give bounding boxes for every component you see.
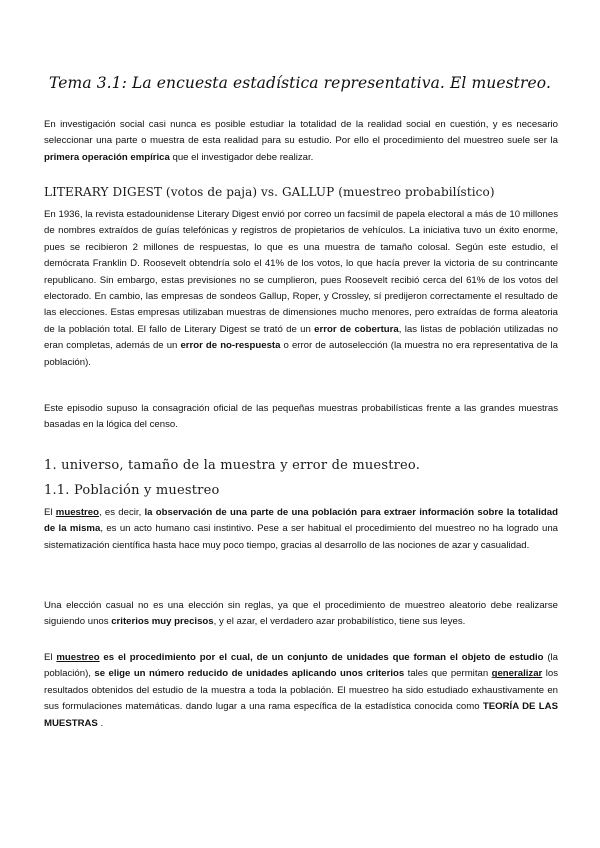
p1-text: El [44, 507, 56, 518]
p3-text-3: tales que permitan [404, 668, 492, 680]
muestreo-underlined: muestreo [55, 507, 99, 518]
error-no-respuesta: error de no-respuesta [180, 340, 281, 352]
literary-text-end: o error de autoselección (la muestra no era representativa de la población). [44, 340, 558, 368]
muestreo-definition-paragraph [44, 505, 558, 554]
p3-text-4: los resultados obtenidos del estudio de la muestra a toda la población. El muestreo ha sido estudiado exhaustivamente en sus formulaciones matemáticas. dando lugar a una rama específica de la estadística conocida como [44, 668, 558, 713]
muestreo-underlined-2: muestreo [56, 652, 100, 663]
error-cobertura: error de cobertura [314, 323, 399, 335]
p3-text-2: (la población), [44, 652, 559, 680]
p2-text: Una elección casual no es una elección sin reglas, ya que el procedimiento de muestreo aleatorio debe realizarse siguiendo unos [44, 600, 558, 628]
p1-bold: la observación de una parte de una población para extraer información sobre la totalidad de la misma [44, 507, 558, 535]
p1-text-2: , es decir, [98, 507, 145, 518]
literary-digest-paragraph [44, 207, 558, 371]
p2-text-end: , y el azar, el verdadero azar probabilístico, tiene sus leyes. [213, 616, 466, 628]
literary-text-mid: , las listas de población utilizadas no eran completas, además de un [44, 323, 558, 352]
intro-text-end: que el investigador debe realizar. [169, 151, 314, 163]
p3-text: El [44, 652, 57, 663]
section-heading-literary-digest: LITERARY DIGEST (votos de paja) vs. GALLUP (muestreo probabilístico) [44, 185, 495, 199]
section-heading-universe: 1. universo, tamaño de la muestra y error de muestreo. [44, 458, 421, 473]
p1-text-3: , es un acto humano casi instintivo. Pese a ser habitual el procedimiento del muestreo no ha logrado una sistematización científica hasta hace muy poco tiempo, gracias al desarrollo de las nociones de azar y casualidad. [44, 523, 558, 551]
generalizar-underlined: generalizar [491, 668, 543, 680]
intro-text: En investigación social casi nunca es posible estudiar la totalidad de la realidad social en cuestión, y es necesario seleccionar una parte o muestra de esta realidad para su estudio. Por ello el procedimiento del muestreo suele ser la [44, 119, 558, 147]
page-title: Tema 3.1: La encuesta estadística representativa. El muestreo. [49, 74, 551, 92]
criterios-precisos: criterios muy precisos [111, 616, 214, 628]
consagracion-paragraph: Este episodio supuso la consagración oficial de las pequeñas muestras probabilísticas frente a las grandes muestras basadas en la lógica del censo. [44, 403, 558, 431]
p3-bold: es el procedimiento por el cual, de un conjunto de unidades que forman el objeto de estudio [99, 652, 544, 663]
intro-bold: primera operación empírica [44, 151, 170, 163]
muestreo-procedimiento-paragraph [44, 650, 558, 732]
intro-paragraph [44, 117, 558, 166]
literary-text: En 1936, la revista estadounidense Literary Digest envió por correo un facsímil de papela electoral a más de 10 millones de nombres extraídos de guías telefónicas y registros de propietarios de vehículos. La iniciativa tuvo un éxito enorme, pues se recibieron 2 millones de respuestas, lo que es una muestra de tamaño colosal. Según este estudio, el demócrata Franklin D. Roosevelt obtendría solo el 41% de los votos, lo que hacía prever la victoria de su contrincante republicano. Sin embargo, estas previsiones no se cumplieron, pues Roosevelt recibió cerca del 61% de los votos del electorado. En cambio, las empresas de sondeos Gallup, Roper, y Crossley, sí predijeron correctamente el resultado de las elecciones. Estas empresas utilizaban muestras de dimensiones mucho menores, pero extraídas de forma aleatoria de la población total. El fallo de Literary Digest se trató de un [44, 209, 558, 335]
p3-bold-2: se elige un número reducido de unidades aplicando unos criterios [94, 668, 405, 680]
eleccion-casual-paragraph [44, 598, 558, 631]
p3-text-end: . [97, 717, 104, 729]
subheading-poblacion: 1.1. Población y muestreo [44, 483, 220, 498]
teoria-muestras: TEORÍA DE LAS MUESTRAS [44, 701, 558, 729]
